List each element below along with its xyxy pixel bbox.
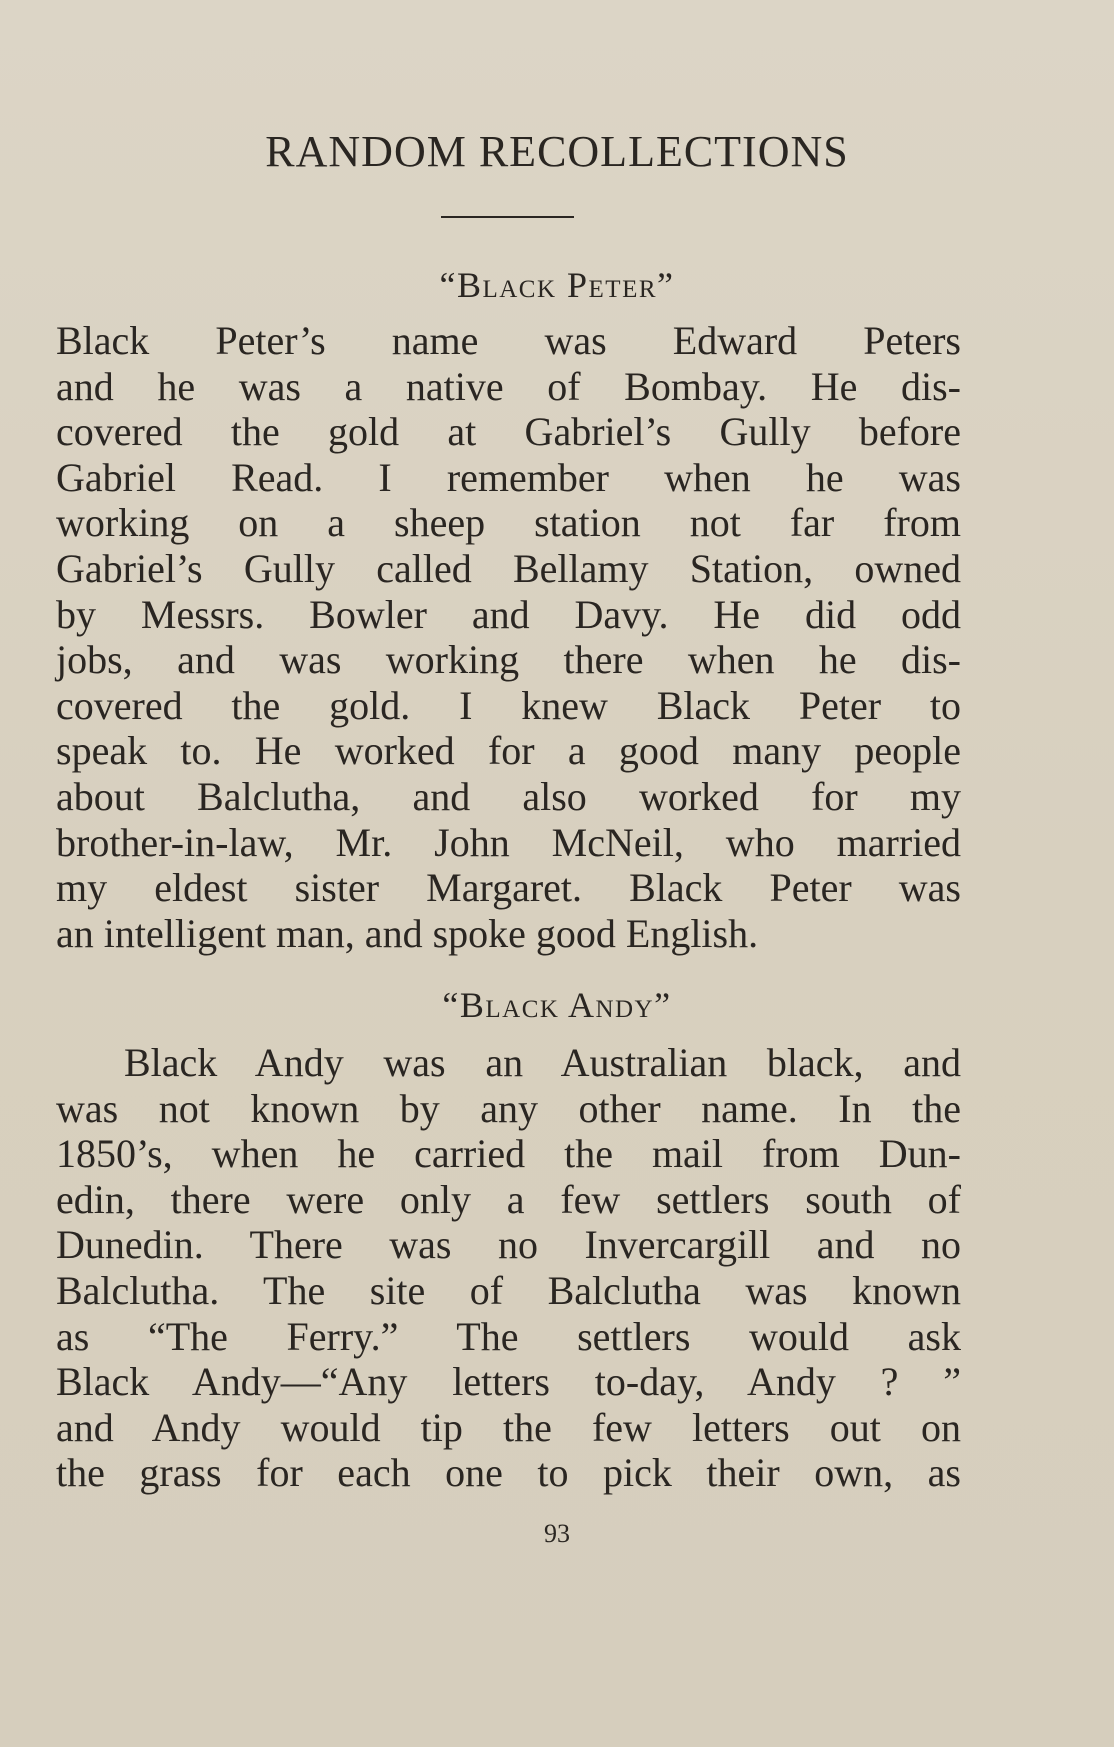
- text-line: the grass for each one to pick their own, as: [56, 1450, 961, 1496]
- section-heading-black-peter: “Black Peter”: [439, 265, 675, 305]
- text-line: Gabriel’s Gully called Bellamy Station, owned: [56, 545, 961, 591]
- text-line: jobs, and was working there when he dis-: [56, 637, 961, 683]
- text-line: my eldest sister Margaret. Black Peter was: [56, 865, 961, 911]
- text-line: Dunedin. There was no Invercargill and no: [56, 1222, 961, 1268]
- running-head: RANDOM RECOLLECTIONS: [265, 127, 849, 176]
- text-line: about Balclutha, and also worked for my: [56, 773, 961, 819]
- text-line: Black Andy—“Any letters to-day, Andy ? ”: [56, 1359, 961, 1405]
- text-line: by Messrs. Bowler and Davy. He did odd: [56, 591, 961, 637]
- text-line: was not known by any other name. In the: [56, 1085, 961, 1131]
- page-number: 93: [544, 1519, 570, 1548]
- text-line: and Andy would tip the few letters out on: [56, 1404, 961, 1450]
- text-line: 1850’s, when he carried the mail from Dun-: [56, 1131, 961, 1177]
- paragraph-black-peter: [56, 318, 961, 956]
- text-line: speak to. He worked for a good many people: [56, 728, 961, 774]
- text-line: and he was a native of Bombay. He dis-: [56, 363, 961, 409]
- text-line: Gabriel Read. I remember when he was: [56, 454, 961, 500]
- text-line: an intelligent man, and spoke good English.: [56, 910, 759, 956]
- section-heading-black-andy: “Black Andy”: [442, 985, 672, 1025]
- paragraph-black-andy: [56, 1040, 961, 1496]
- text-line: brother-in-law, Mr. John McNeil, who married: [56, 819, 961, 865]
- text-line: Black Peter’s name was Edward Peters: [56, 318, 961, 363]
- ornamental-rule: [441, 216, 574, 218]
- text-line: covered the gold. I knew Black Peter to: [56, 682, 961, 728]
- text-line: working on a sheep station not far from: [56, 500, 961, 546]
- text-line: covered the gold at Gabriel’s Gully before: [56, 409, 961, 455]
- text-line: edin, there were only a few settlers south of: [56, 1176, 961, 1222]
- text-line: Black Andy was an Australian black, and: [124, 1040, 961, 1085]
- text-line: as “The Ferry.” The settlers would ask: [56, 1313, 961, 1359]
- text-line: Balclutha. The site of Balclutha was known: [56, 1267, 961, 1313]
